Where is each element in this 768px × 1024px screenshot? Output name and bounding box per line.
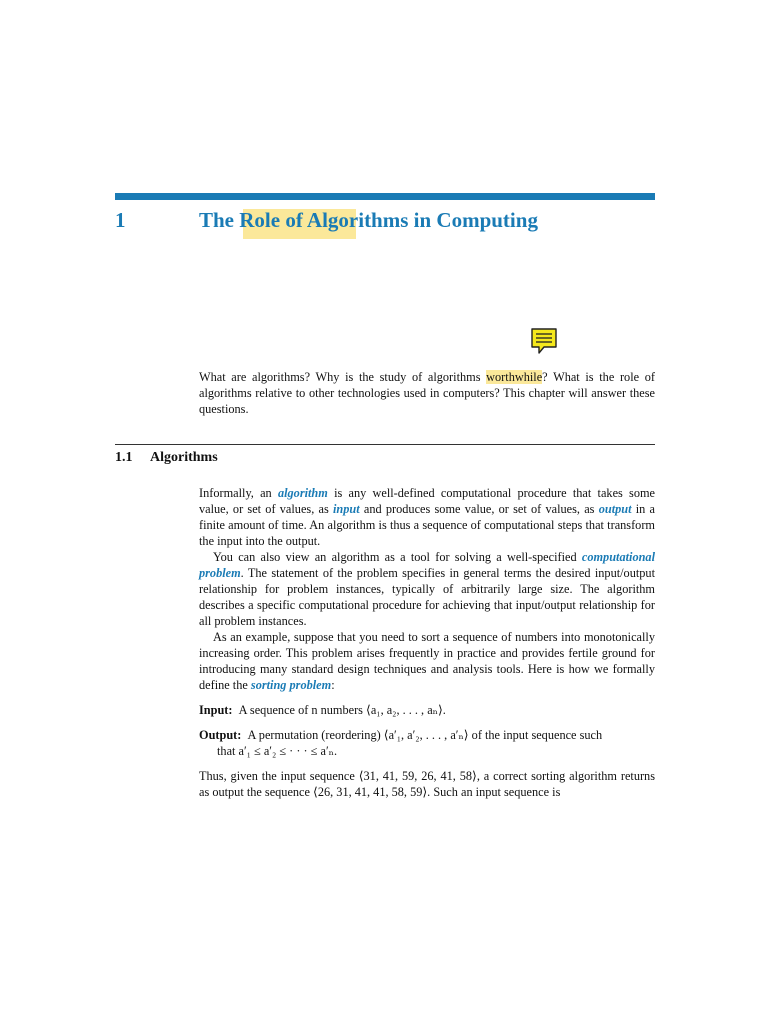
paragraph-1 — [199, 485, 655, 549]
paragraph-3 — [199, 629, 655, 693]
section-title: Algorithms — [150, 450, 218, 465]
term-sorting-problem: sorting problem — [250, 678, 332, 692]
p3-text-a: As an example, suppose that you need to sort a sequence of numbers into monotonically increasing order. This problem arises frequently in practice and provides fertile ground for introducing many standard design techniques and analysis tools. Here is how we formally define the — [199, 630, 655, 692]
term-input: input — [333, 502, 360, 516]
p2-text-a: You can also view an algorithm as a tool for solving a well-specified — [213, 550, 582, 564]
chapter-number: 1 — [115, 208, 126, 232]
intro-text-a: What are algorithms? Why is the study of algorithms — [199, 370, 487, 384]
term-computational-problem: computational problem — [199, 550, 655, 580]
output-spec-text-1: A permutation (reordering) ⟨a′₁, a′₂, . . . , a′ₙ⟩ of the input sequence such — [247, 728, 603, 742]
p4-text: Thus, given the input sequence ⟨31, 41, 59, 26, 41, 58⟩, a correct sorting algorithm returns as output the sequence ⟨26, 31, 41, 41, 58, 59⟩. Such an input sequence is — [199, 769, 655, 799]
intro-text-b: ? What is the role of algorithms relative to other technologies used in computers? This chapter will answer these questions. — [199, 370, 655, 416]
p2-text-b: . The statement of the problem specifies in general terms the desired input/output relationship for problem instances, typically of arbitrarily large size. The algorithm describes a specific computational procedure for achieving that input/output relationship for all problem instances. — [199, 566, 655, 628]
input-spec-text: A sequence of n numbers ⟨a₁, a₂, . . . , aₙ⟩. — [238, 703, 446, 717]
section-body — [199, 485, 655, 800]
input-spec — [199, 702, 655, 718]
p1-text-a: Informally, an — [199, 486, 278, 500]
intro-highlighted-word[interactable]: worthwhile — [486, 370, 543, 384]
output-spec-text-2: that a′₁ ≤ a′₂ ≤ · · · ≤ a′ₙ. — [217, 744, 338, 758]
output-spec-label: Output: — [199, 728, 242, 742]
output-spec — [199, 727, 655, 759]
p1-text-c: and produces some value, or set of values, as — [359, 502, 599, 516]
term-output: output — [598, 502, 632, 516]
input-spec-label: Input: — [199, 703, 233, 717]
chapter-title: The Role of Algorithms in Computing — [199, 208, 538, 232]
p3-text-b: : — [331, 678, 335, 692]
intro-paragraph — [199, 369, 655, 417]
section-rule — [115, 444, 655, 445]
term-algorithm: algorithm — [277, 486, 328, 500]
p1-text-b: is any well-defined computational procedure that takes some value, or set of values, as — [199, 486, 655, 516]
chapter-top-rule — [115, 193, 655, 200]
sticky-note-icon[interactable] — [531, 328, 557, 354]
section-number: 1.1 — [115, 450, 133, 465]
chapter-intro — [199, 369, 655, 417]
p1-text-d: in a finite amount of time. An algorithm is thus a sequence of computational steps that transform the input into the output. — [199, 502, 656, 548]
paragraph-2 — [199, 549, 655, 629]
paragraph-4 — [199, 768, 655, 800]
